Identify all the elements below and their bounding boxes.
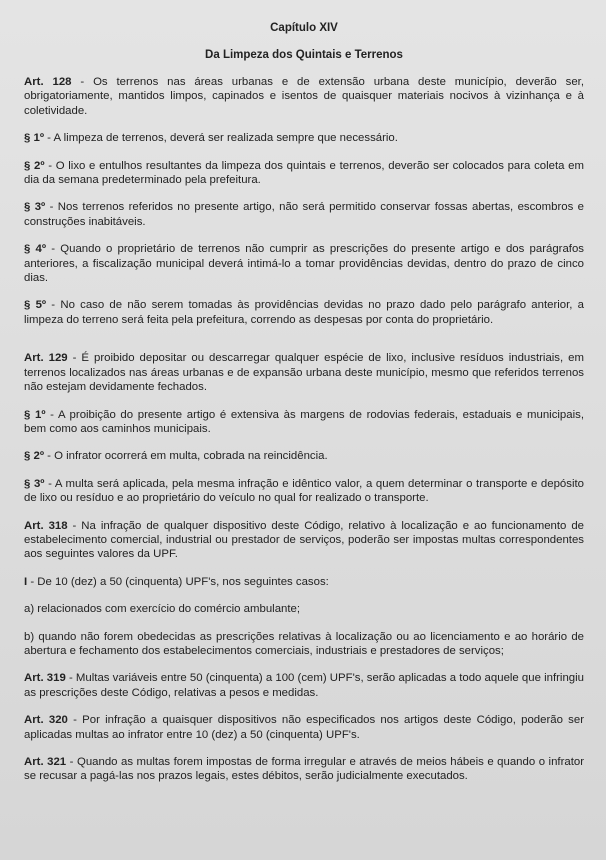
paragraph-label: Art. 319	[24, 672, 66, 685]
paragraph	[24, 242, 584, 285]
paragraph-text: - A limpeza de terrenos, deverá ser realizada sempre que necessário.	[44, 132, 398, 145]
paragraph-text: a) relacionados com exercício do comércio ambulante;	[24, 603, 301, 616]
paragraph-text: - O lixo e entulhos resultantes da limpeza dos quintais e terrenos, deverão ser colocados para coleta em dia da semana predeterminado pela prefeitura.	[24, 159, 584, 187]
paragraph-text: - É proibido depositar ou descarregar qualquer espécie de lixo, inclusive resíduos industriais, em terrenos localizados nas áreas urbanas e de expansão urbana deste município, mesmo que referidos terrenos não estejam devidamente fechados.	[24, 352, 584, 394]
paragraph-text: b) quando não forem obedecidas as prescrições relativas à localização ou ao licenciamento e ao horário de abertura e fechamento dos estabelecimentos comerciais, industriais e prestadores de serviços;	[24, 630, 584, 657]
paragraph-text: - O infrator ocorrerá em multa, cobrada na reincidência.	[44, 450, 328, 463]
paragraph-text: - Nos terrenos referidos no presente artigo, não será permitido conservar fossas abertas, escombros e construções inabitáveis.	[24, 201, 584, 228]
paragraph	[24, 408, 584, 437]
paragraph-text: - Quando o proprietário de terrenos não cumprir as prescrições do presente artigo e dos parágrafos anteriores, a fiscalização municipal deverá intimá-lo a tomar providências devidas, dentro do prazo de cinco dias.	[24, 243, 584, 285]
paragraph	[24, 298, 584, 327]
paragraph	[24, 159, 584, 188]
paragraph-text: - Os terrenos nas áreas urbanas e de extensão urbana deste município, deverão ser, obrigatoriamente, mantidos limpos, capinados e isentos de quaisquer materiais nocivos à vizinhança e à coletividade.	[24, 76, 584, 117]
paragraph-label: Art. 320	[24, 714, 68, 727]
paragraph-label: Art. 318	[24, 519, 68, 532]
paragraph-text: - A proibição do presente artigo é extensiva às margens de rodovias federais, estaduais e municipais, bem como aos caminhos municipais.	[24, 408, 584, 435]
paragraph	[24, 519, 584, 562]
paragraph	[24, 449, 584, 463]
paragraph-text: - Quando as multas forem impostas de forma irregular e através de meios hábeis e quando o infrator se recusar a pagá-las nos prazos legais, estes débitos, serão judicialmente executados.	[24, 756, 584, 783]
paragraph-text: - De 10 (dez) a 50 (cinquenta) UPF's, nos seguintes casos:	[27, 575, 329, 588]
chapter-heading: Capítulo XIV	[270, 22, 338, 34]
document-body	[24, 75, 584, 784]
paragraph-label: § 3º	[24, 477, 45, 490]
paragraph-label: Art. 128	[24, 76, 72, 88]
paragraph	[24, 630, 584, 659]
paragraph-text: - No caso de não serem tomadas às providências devidas no prazo dado pelo parágrafo anterior, a limpeza do terreno será feita pela prefeitura, correndo as despesas por conta do proprietário.	[24, 299, 584, 326]
paragraph-label: § 1º	[24, 408, 46, 421]
paragraph-label: § 2º	[24, 159, 45, 172]
paragraph-label: § 2º	[24, 450, 44, 463]
paragraph-label: § 4º	[24, 243, 47, 256]
paragraph-label: Art. 129	[24, 352, 68, 365]
paragraph	[24, 602, 584, 616]
paragraph	[24, 755, 584, 784]
paragraph-text: - Na infração de qualquer dispositivo deste Código, relativo à localização e ao funcionamento de estabelecimento comercial, industrial ou prestador de serviços, poderão ser impostas multas correspondentes aos seguintes valores da UPF.	[24, 519, 584, 561]
paragraph-label: § 5º	[24, 299, 47, 312]
paragraph	[24, 351, 584, 394]
paragraph-text: - Por infração a quaisquer dispositivos não especificados nos artigos deste Código, poderão ser aplicadas multas ao infrator entre 10 (dez) a 50 (cinquenta) UPF's.	[24, 714, 584, 741]
paragraph	[24, 75, 584, 118]
paragraph-text: - Multas variáveis entre 50 (cinquenta) a 100 (cem) UPF's, serão aplicadas a todo aquele que infringiu as prescrições deste Código, relativas a pesos e medidas.	[24, 672, 584, 699]
paragraph	[24, 477, 584, 506]
paragraph-text: - A multa será aplicada, pela mesma infração e idêntico valor, a quem determinar o transporte e depósito de lixo ou resíduo e ao proprietário do veículo no qual for realizado o transporte.	[24, 477, 584, 505]
paragraph	[24, 131, 584, 145]
paragraph	[24, 671, 584, 700]
paragraph	[24, 200, 584, 229]
section-title: Da Limpeza dos Quintais e Terrenos	[205, 49, 403, 61]
paragraph	[24, 713, 584, 742]
paragraph-label: § 3º	[24, 201, 46, 214]
paragraph-label: § 1º	[24, 132, 44, 145]
paragraph-label: Art. 321	[24, 756, 67, 768]
paragraph	[24, 575, 584, 589]
paragraph-label: I	[24, 575, 28, 588]
